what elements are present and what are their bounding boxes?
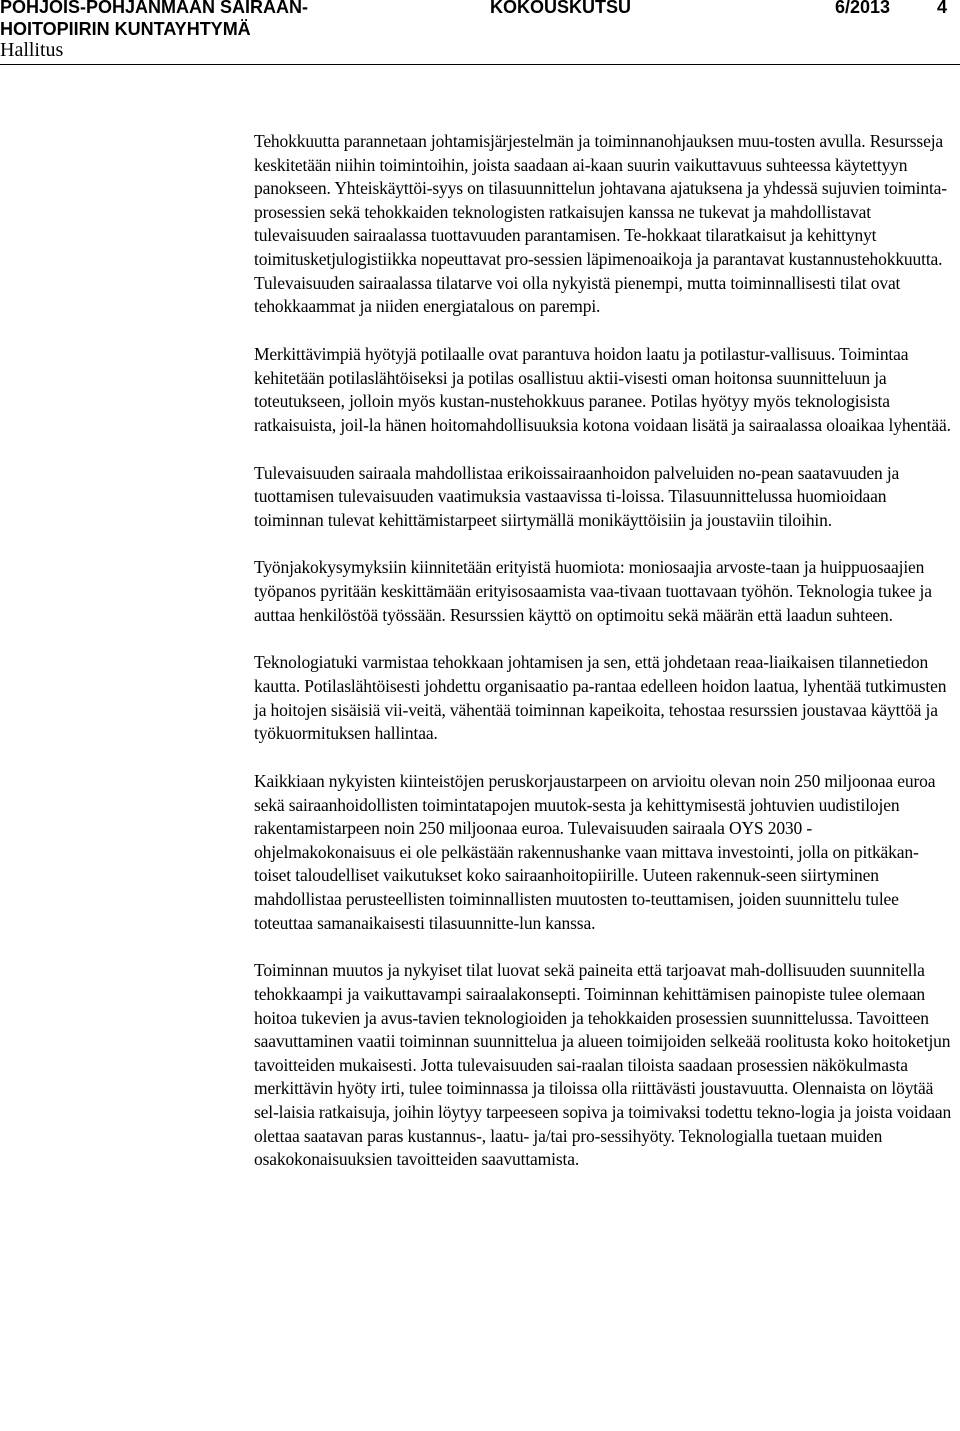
- page-header: [0, 0, 960, 70]
- paragraph: Merkittävimpiä hyötyjä potilaalle ovat parantuva hoidon laatu ja potilastur-vallisuus. Toimintaa kehitetään potilaslähtöiseksi ja potilas osallistuu aktii-visesti oman hoitonsa suunnitteluun ja toteutukseen, jolloin myös kustan-nustehokkuus paranee. Potilas hyötyy myös teknologisista ratkaisuista, joil-la hänen hoitomahdollisuuksia kotona voidaan lisätä ja sairaalassa oloaikaa lyhentää.: [254, 343, 951, 435]
- paragraph: Kaikkiaan nykyisten kiinteistöjen peruskorjaustarpeen on arvioitu olevan noin 250 miljoonaa euroa sekä sairaanhoidollisten toimintatapojen muutok-sesta ja kehittymisestä johtuvien uudistilojen rakentamistarpeen noin 250 miljoonaa euroa. Tulevaisuuden sairaala OYS 2030 -ohjelmakokonaisuus ei ole pelkästään rakennushanke vaan mittava investointi, jolla on pitkäkan-toiset taloudelliset vaikutukset koko sairaanhoitopiirille. Uuteen rakennuk-seen siirtyminen mahdollistaa perusteellisten toiminnallisten muutosten to-teuttamisen, joiden suunnittelu tulee toteuttaa samanaikaisesti tilasuunnitte-lun kanssa.: [254, 771, 936, 933]
- paragraph: Toiminnan muutos ja nykyiset tilat luovat sekä paineita että tarjoavat mah-dollisuuden suunnitella tehokkaampi ja vaikuttavampi sairaalakonsepti. Toiminnan kehittämisen painopiste tulee olemaan hoitoa tukevien ja avus-tavien teknologioiden ja tehokkaiden prosessien suunnittelussa. Tavoitteen saavuttaminen vaatii toiminnan suunnittelua ja alueen toimijoiden selkeää roolitusta koko hoitoketjun tavoitteiden mukaisesti. Jotta tulevaisuuden sai-raalan tiloista saadaan prosessien näkökulmasta merkittävin hyöty irti, tulee toiminnassa ja tiloissa olla riittävästi joustavuutta. Olennaista on löytää sel-laisia ratkaisuja, joihin löytyy tarpeeseen sopiva ja toimivaksi todettu tekno-logia ja joista voidaan olettaa saatavan paras kustannus-, laatu- ja/tai pro-sessihyöty. Teknologialla tuetaan muiden osakokonaisuuksien tavoitteiden saavuttamista.: [254, 960, 952, 1170]
- paragraph: Tehokkuutta parannetaan johtamisjärjestelmän ja toiminnanohjauksen muu-tosten avulla. Resursseja keskitetään niihin toimintoihin, joista saadaan ai-kaan suurin vaikuttavuus suhteessa käytettyyn panokseen. Yhteiskäyttöi-syys on tilasuunnittelun johtavana ajatuksena ja yhdessä sujuvien toiminta-prosessien sekä tehokkaiden teknologisten ratkaisujen kanssa ne tukevat ja mahdollistavat tulevaisuuden sairaalassa tuottavuuden parantamisen. Te-hokkaat tilaratkaisut ja kehittynyt toimitusketjulogistiikka nopeuttavat pro-sessien läpimenoaikoja ja parantavat kustannustehokkuutta. Tulevaisuuden sairaalassa tilatarve voi olla nykyistä pienempi, mutta toiminnallisesti tilat ovat tehokkaammat ja niiden energiatalous on parempi.: [254, 131, 947, 317]
- document-title: KOKOUSKUTSU: [490, 0, 632, 17]
- issue-number: 6/2013: [835, 0, 891, 17]
- paragraph: Työnjakokysymyksiin kiinnitetään erityistä huomiota: moniosaajia arvoste-taan ja huippuosaajien työpanos pyritään keskittämään erityisosaamista vaa-tivaan tuottavaan työhön. Teknologia tukee ja auttaa henkilöstöä työssään. Resurssien käyttö on optimoitu sekä määrän että laadun suhteen.: [254, 557, 932, 625]
- paragraph: Teknologiatuki varmistaa tehokkaan johtamisen ja sen, että johdetaan reaa-liaikaisen tilannetiedon kautta. Potilaslähtöisesti johdettu organisaatio pa-rantaa edelleen hoidon laatua, lyhentää tutkimusten ja hoitojen sisäisiä vii-veitä, vähentää toiminnan kapeikoita, tehostaa resurssien joustavaa käyttöä ja työkuormituksen hallintaa.: [254, 652, 947, 744]
- header-divider: [0, 64, 960, 65]
- paragraph: Tulevaisuuden sairaala mahdollistaa erikoissairaanhoidon palveluiden no-pean saatavuuden ja tuottamisen tulevaisuuden vaatimuksia vastaavissa ti-loissa. Tilasuunnittelussa huomioidaan toiminnan tulevat kehittämistarpeet siirtymällä monikäyttöisiin ja joustaviin tiloihin.: [254, 462, 900, 530]
- document-body: [254, 130, 952, 1196]
- organization-name: [0, 0, 308, 40]
- organization-line-2: HOITOPIIRIN KUNTAYHTYMÄ: [0, 19, 251, 39]
- section-name: Hallitus: [0, 39, 64, 61]
- page-number: 4: [937, 0, 948, 17]
- organization-line-1: POHJOIS-POHJANMAAN SAIRAAN-: [0, 0, 309, 17]
